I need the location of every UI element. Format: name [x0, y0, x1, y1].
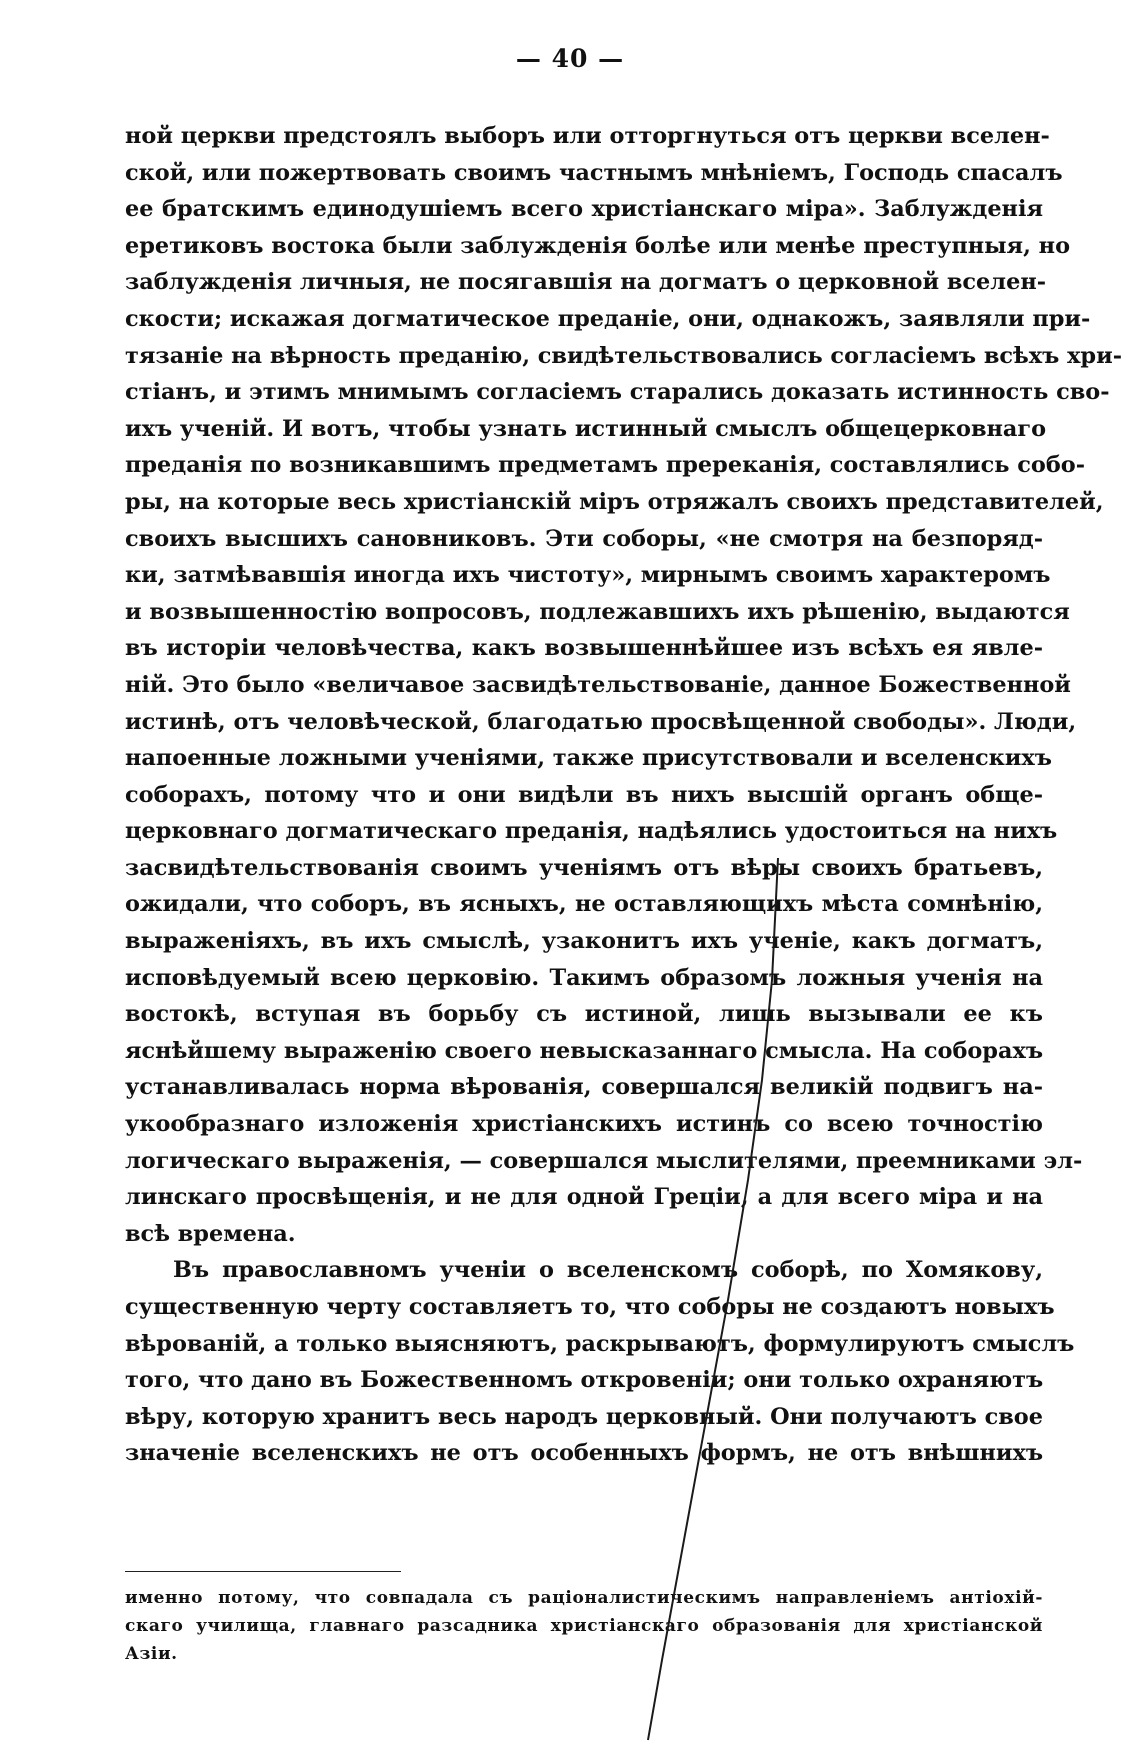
text-line: укообразнаго изложенія христіанскихъ истинъ со всею точностію: [125, 1111, 1043, 1138]
text-line: ее братскимъ единодушіемъ всего христіанскаго міра». Заблужденія: [125, 196, 1043, 223]
text-line: ихъ ученій. И вотъ, чтобы узнать истинный смыслъ общецерковнаго: [125, 415, 1047, 442]
footnote-line: Азіи.: [125, 1644, 178, 1664]
text-line: стіанъ, и этимъ мнимымъ согласіемъ старались доказать истинность сво-: [125, 379, 1110, 406]
text-line: истинѣ, отъ человѣческой, благодатью просвѣщенной свободы». Люди,: [125, 708, 1077, 735]
text-line: ры, на которые весь христіанскій міръ отряжалъ своихъ представителей,: [125, 488, 1104, 515]
text-line: того, что дано въ Божественномъ откровеніи; они только охраняютъ: [125, 1367, 1044, 1394]
text-line: ной церкви предстоялъ выборъ или отторгнуться отъ церкви вселен-: [125, 123, 1050, 149]
text-line: тязаніе на вѣрность преданію, свидѣтельствовались согласіемъ всѣхъ хри-: [125, 342, 1122, 369]
text-line: исповѣдуемый всею церковію. Такимъ образомъ ложныя ученія на: [125, 964, 1043, 991]
text-line: еретиковъ востока были заблужденія болѣе или менѣе преступныя, но: [125, 232, 1071, 259]
text-line: соборахъ, потому что и они видѣли въ нихъ высшій органъ обще-: [125, 781, 1043, 808]
footnote-divider: [125, 1571, 401, 1572]
text-line: преданія по возникавшимъ предметамъ пререканія, составлялись собо-: [125, 452, 1085, 479]
text-line: ской, или пожертвовать своимъ частнымъ мнѣніемъ, Господь спасалъ: [125, 159, 1063, 186]
main-text: [125, 118, 1122, 1472]
text-line: напоенные ложными ученіями, также присутствовали и вселенскихъ: [125, 745, 1052, 772]
text-line: устанавливалась норма вѣрованія, совершался великій подвигъ на-: [125, 1074, 1043, 1101]
text-line: ки, затмѣвавшія иногда ихъ чистоту», мирнымъ своимъ характеромъ: [125, 562, 1051, 589]
text-line: линскаго просвѣщенія, и не для одной Греціи, а для всего міра и на: [125, 1184, 1043, 1211]
text-line: ній. Это было «величавое засвидѣтельствованіе, данное Божественной: [125, 671, 1071, 698]
text-line: вѣру, которую хранитъ весь народъ церковный. Они получаютъ свое: [125, 1403, 1043, 1430]
text-line: и возвышенностію вопросовъ, подлежавшихъ ихъ рѣшенію, выдаются: [125, 598, 1070, 625]
text-line: засвидѣтельствованія своимъ ученіямъ отъ вѣры своихъ братьевъ,: [125, 854, 1043, 881]
text-line: своихъ высшихъ сановниковъ. Эти соборы, «не смотря на безпоряд-: [125, 525, 1043, 552]
text-line: существенную черту составляетъ то, что соборы не создаютъ новыхъ: [125, 1294, 1055, 1320]
footnote-line: скаго училища, главнаго разсадника христіанскаго образованія для христіанской: [125, 1616, 1043, 1636]
text-line: всѣ времена.: [125, 1220, 296, 1247]
footnote-line: именно потому, что совпадала съ раціоналистическимъ направленіемъ антіохій-: [125, 1588, 1043, 1608]
text-line: значеніе вселенскихъ не отъ особенныхъ формъ, не отъ внѣшнихъ: [125, 1440, 1043, 1467]
text-line: въ исторіи человѣчества, какъ возвышеннѣйшее изъ всѣхъ ея явле-: [125, 635, 1043, 662]
page-number: — 40 —: [515, 44, 625, 73]
text-line: востокѣ, вступая въ борьбу съ истиной, лишь вызывали ее къ: [125, 1001, 1043, 1028]
text-line: ожидали, что соборъ, въ ясныхъ, не оставляющихъ мѣста сомнѣнію,: [125, 891, 1043, 918]
text-line: церковнаго догматическаго преданія, надѣялись удостоиться на нихъ: [125, 818, 1058, 845]
text-line: выраженіяхъ, въ ихъ смыслѣ, узаконитъ ихъ ученіе, какъ догматъ,: [125, 928, 1043, 955]
text-line: заблужденія личныя, не посягавшія на догматъ о церковной вселен-: [125, 269, 1047, 296]
text-line: Въ православномъ ученіи о вселенскомъ соборѣ, по Хомякову,: [173, 1257, 1043, 1284]
footnote: [125, 1584, 1043, 1668]
text-line: скости; искажая догматическое преданіе, они, однакожъ, заявляли при-: [125, 305, 1091, 332]
text-line: яснѣйшему выраженію своего невысказаннаго смысла. На соборахъ: [125, 1037, 1043, 1064]
text-line: логическаго выраженія, — совершался мыслителями, преемниками эл-: [125, 1147, 1083, 1174]
text-line: вѣрованій, а только выясняютъ, раскрываютъ, формулируютъ смыслъ: [125, 1330, 1075, 1357]
